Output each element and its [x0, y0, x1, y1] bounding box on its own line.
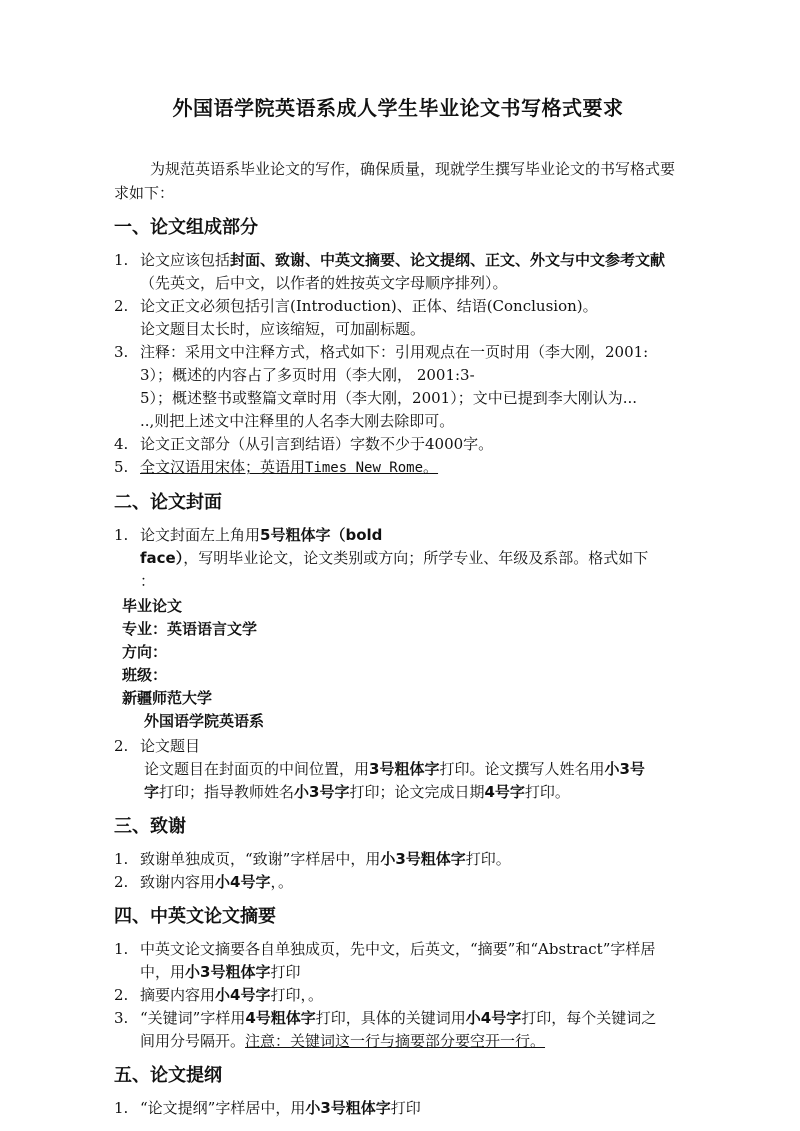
s2-item-2-detail: 论文题目在封面页的中间位置，用3号粗体字打印。论文撰写人姓名用小3号 字打印；指导教师姓名小3号字打印；论文完成日期4号字打印。 — [144, 760, 645, 801]
s1-item-1: 1. 论文应该包括封面、致谢、中英文摘要、论文提纲、正文、外文与中文参考文献（先英文，后中文，以作者的姓按英文字母顺序排列）。 — [114, 251, 666, 292]
section-heading-3: 三、致谢 — [114, 816, 186, 837]
cover-line: 方向： — [122, 643, 168, 661]
s2-item-1: 1. 论文封面左上角用5号粗体字（bold face），写明毕业论文，论文类别或方向；所学专业、年级及系部。格式如下 ： — [114, 526, 649, 590]
s2-item-2: 2. 论文题目 — [114, 737, 201, 755]
section-heading-1: 一、论文组成部分 — [114, 217, 258, 238]
s1-item-2: 2. 论文正文必须包括引言(Introduction)、正体、结语(Conclusion)。 论文题目太长时，应该缩短，可加副标题。 — [114, 297, 598, 338]
intro-paragraph: 为规范英语系毕业论文的写作，确保质量，现就学生撰写毕业论文的书写格式要求如下： — [114, 160, 676, 202]
s1-item-3: 3. 注释：采用文中注释方式，格式如下：引用观点在一页时用（李大刚，2001: 3）；概述的内容占了多页时用（李大刚， 2001:3- 5）；概述整书或整篇文章时用（李大刚，2001）；文中已提到李大刚认为... ..,则把上述文中注释里的人名李大刚去除即可。 — [114, 343, 649, 430]
section-heading-4: 四、中英文论文摘要 — [114, 906, 276, 927]
s1-item-5: 5. 全文汉语用宋体；英语用Times New Rome。 — [114, 458, 439, 476]
cover-line: 新疆师范大学 — [122, 689, 213, 707]
section-heading-5: 五、论文提纲 — [114, 1065, 222, 1086]
cover-line: 班级： — [122, 666, 168, 684]
s3-item-2: 2. 致谢内容用小4号字，。 — [114, 873, 293, 891]
s4-item-1: 1. 中英文论文摘要各自单独成页，先中文，后英文，“摘要”和“Abstract”字样居 中，用小3号粗体字打印 — [114, 940, 656, 981]
s3-item-1: 1. 致谢单独成页，“致谢”字样居中，用小3号粗体字打印。 — [114, 850, 511, 868]
cover-line: 专业：英语语言文学 — [122, 620, 258, 638]
s4-item-2: 2. 摘要内容用小4号字打印，。 — [114, 986, 323, 1004]
document-title: 外国语学院英语系成人学生毕业论文书写格式要求 — [172, 96, 624, 120]
s1-item-4: 4. 论文正文部分（从引言到结语）字数不少于4000字。 — [114, 435, 494, 453]
cover-line: 外国语学院英语系 — [144, 712, 265, 730]
cover-format-example — [122, 595, 682, 733]
s4-item-3: 3. “关键词”字样用4号粗体字打印，具体的关键词用小4号字打印，每个关键词之 间用分号隔开。注意：关键词这一行与摘要部分要空开一行。 — [114, 1009, 657, 1050]
section-heading-2: 二、论文封面 — [114, 492, 222, 513]
s5-item-1: 1. “论文提纲”字样居中，用小3号粗体字打印 — [114, 1099, 421, 1117]
cover-line: 毕业论文 — [122, 597, 183, 615]
